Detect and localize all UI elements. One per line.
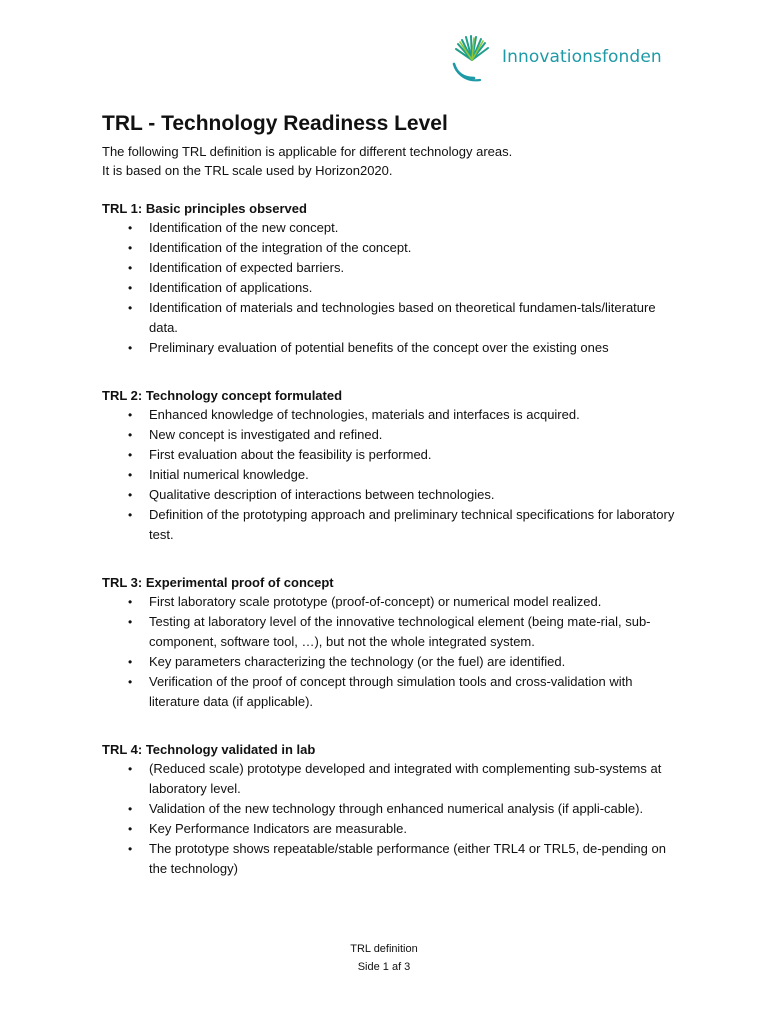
list-item (102, 338, 682, 358)
list-item-text: Testing at laboratory level of the innovative technological element (being mate-rial, sub-component, software tool, …), but not the whole integrated system. (149, 614, 651, 649)
bullet-icon: • (128, 675, 133, 689)
bullet-icon: • (128, 842, 133, 856)
section-heading: TRL 2: Technology concept formulated (102, 388, 343, 403)
bullet-icon: • (128, 221, 133, 235)
list-item (102, 819, 682, 839)
list-item (102, 298, 682, 338)
list-item-text: Validation of the new technology through enhanced numerical analysis (if appli-cable). (149, 801, 644, 816)
bullet-icon: • (128, 508, 133, 522)
bullet-icon: • (128, 468, 133, 482)
section-heading: TRL 1: Basic principles observed (102, 201, 307, 216)
bullet-icon: • (128, 488, 133, 502)
list-item-text: Key Performance Indicators are measurable. (149, 821, 407, 836)
bullet-list (102, 405, 682, 545)
intro (102, 142, 682, 180)
list-item-text: New concept is investigated and refined. (149, 427, 383, 442)
bullet-list (102, 218, 682, 358)
list-item-text: Qualitative description of interactions between technologies. (149, 487, 495, 502)
list-item-text: Key parameters characterizing the technology (or the fuel) are identified. (149, 654, 566, 669)
bullet-icon: • (128, 261, 133, 275)
list-item (102, 652, 682, 672)
list-item (102, 445, 682, 465)
list-item (102, 218, 682, 238)
bullet-icon: • (128, 281, 133, 295)
section-heading: TRL 4: Technology validated in lab (102, 742, 316, 757)
logo (448, 34, 662, 86)
list-item (102, 505, 682, 545)
list-item (102, 592, 682, 612)
bullet-icon: • (128, 802, 133, 816)
section-trl-3 (102, 573, 682, 712)
list-item-text: Verification of the proof of concept through simulation tools and cross-validation with literature data (if applicable). (149, 674, 633, 709)
section-trl-1 (102, 199, 682, 358)
intro-line: It is based on the TRL scale used by Horizon2020. (102, 163, 393, 178)
list-item-text: The prototype shows repeatable/stable performance (either TRL4 or TRL5, de-pending on the technology) (149, 841, 666, 876)
bullet-icon: • (128, 408, 133, 422)
bullet-list (102, 592, 682, 712)
list-item-text: Definition of the prototyping approach and preliminary technical specifications for laboratory test. (149, 507, 675, 542)
list-item (102, 278, 682, 298)
bullet-icon: • (128, 241, 133, 255)
list-item-text: First laboratory scale prototype (proof-of-concept) or numerical model realized. (149, 594, 602, 609)
list-item-text: Identification of the new concept. (149, 220, 339, 235)
list-item (102, 465, 682, 485)
list-item (102, 612, 682, 652)
list-item-text: Enhanced knowledge of technologies, materials and interfaces is acquired. (149, 407, 580, 422)
list-item (102, 238, 682, 258)
bullet-icon: • (128, 615, 133, 629)
list-item (102, 425, 682, 445)
list-item (102, 759, 682, 799)
list-item-text: (Reduced scale) prototype developed and integrated with complementing sub-systems at laboratory level. (149, 761, 662, 796)
bullet-icon: • (128, 822, 133, 836)
bullet-icon: • (128, 655, 133, 669)
list-item-text: Identification of the integration of the concept. (149, 240, 412, 255)
intro-line: The following TRL definition is applicable for different technology areas. (102, 144, 513, 159)
list-item-text: Identification of applications. (149, 280, 313, 295)
logo-text: Innovationsfonden (502, 47, 662, 67)
list-item-text: First evaluation about the feasibility is performed. (149, 447, 432, 462)
palm-leaf-logo-icon (448, 34, 496, 86)
bullet-icon: • (128, 762, 133, 776)
list-item-text: Initial numerical knowledge. (149, 467, 309, 482)
section-trl-4 (102, 740, 682, 879)
page-number: Side 1 af 3 (357, 961, 411, 973)
section-trl-2 (102, 386, 682, 545)
list-item (102, 485, 682, 505)
bullet-icon: • (128, 448, 133, 462)
list-item-text: Identification of expected barriers. (149, 260, 345, 275)
document-body (102, 110, 682, 879)
bullet-list (102, 759, 682, 879)
bullet-icon: • (128, 301, 133, 315)
section-heading: TRL 3: Experimental proof of concept (102, 575, 334, 590)
bullet-icon: • (128, 595, 133, 609)
list-item (102, 839, 682, 879)
bullet-icon: • (128, 341, 133, 355)
list-item (102, 672, 682, 712)
page-footer (0, 940, 768, 976)
bullet-icon: • (128, 428, 133, 442)
list-item (102, 258, 682, 278)
page-title: TRL - Technology Readiness Level (102, 112, 448, 135)
list-item (102, 799, 682, 819)
list-item (102, 405, 682, 425)
list-item-text: Preliminary evaluation of potential benefits of the concept over the existing ones (149, 340, 609, 355)
footer-doc-name: TRL definition (350, 943, 418, 955)
list-item-text: Identification of materials and technologies based on theoretical fundamen-tals/literature data. (149, 300, 656, 335)
